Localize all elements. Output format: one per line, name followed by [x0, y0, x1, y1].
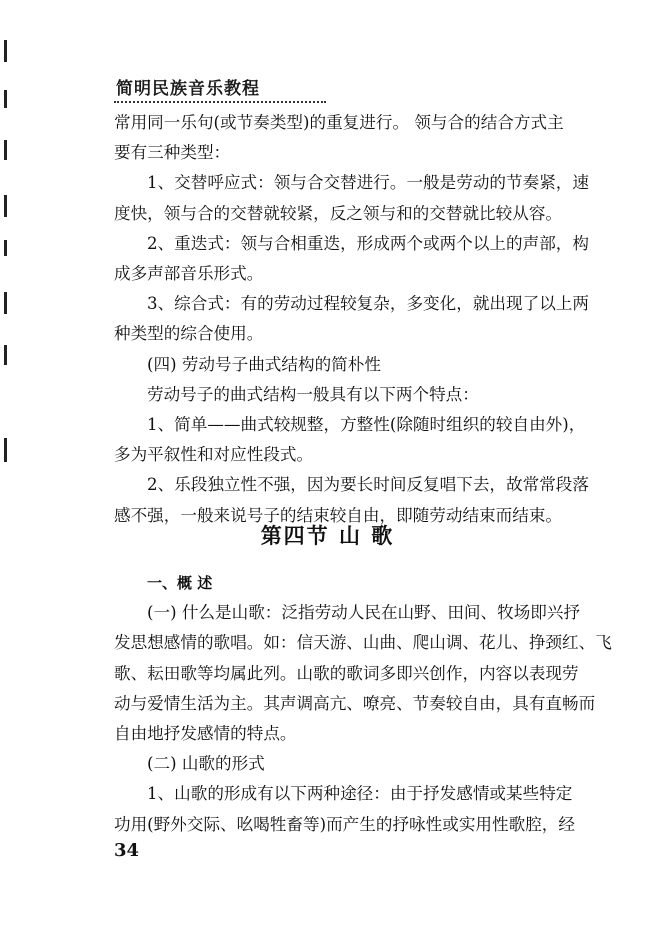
text-line: 自由地抒发感情的特点。	[114, 724, 297, 744]
text-line: 成多声部音乐形式。	[114, 264, 264, 284]
text-line: 1、简单——曲式较规整，方整性(除随时组织的较自由外)，	[147, 415, 586, 435]
text-line: 种类型的综合使用。	[114, 324, 264, 344]
running-head: 简明民族音乐教程	[116, 79, 260, 99]
body-text-bottom	[114, 568, 612, 840]
scan-margin-marks	[0, 0, 12, 928]
section-title: 第四节 山 歌	[260, 524, 395, 548]
body-text-top	[114, 108, 592, 531]
running-head-rule	[114, 101, 326, 103]
text-line: (一) 什么是山歌：泛指劳动人民在山野、田间、牧场即兴抒	[147, 603, 581, 623]
text-line: 动与爱情生活为主。其声调高亢、嘹亮、节奏较自由，具有直畅而	[114, 693, 596, 713]
text-line: 发思想感情的歌唱。如：信天游、山曲、爬山调、花儿、挣颈红、飞	[114, 633, 612, 653]
text-line: 劳动号子的曲式结构一般具有以下两个特点：	[147, 384, 479, 404]
scan-mark	[4, 240, 7, 256]
text-line: 2、乐段独立性不强，因为要长时间反复唱下去，故常常段落	[147, 475, 589, 495]
text-line: 1、交替呼应式：领与合交替进行。一般是劳动的节奏紧，速	[147, 173, 589, 193]
text-line: (二) 山歌的形式	[147, 754, 265, 774]
text-line: 要有三种类型：	[114, 143, 231, 163]
scan-mark	[4, 195, 7, 217]
text-line: 1、山歌的形成有以下两种途径：由于抒发感情或某些特定	[147, 784, 573, 804]
scan-mark	[4, 140, 7, 160]
text-line: 度快，领与合的交替就较紧，反之领与和的交替就比较从容。	[114, 203, 563, 223]
text-line: 功用(野外交际、吆喝牲畜等)而产生的抒咏性或实用性歌腔，经	[114, 814, 575, 834]
text-line: 多为平叙性和对应性段式。	[114, 445, 314, 465]
text-line: 常用同一乐句(或节奏类型)的重复进行。 领与合的结合方式主	[114, 113, 564, 132]
scan-mark	[4, 40, 7, 62]
scan-mark	[4, 90, 7, 108]
scan-mark	[4, 438, 7, 462]
page-number: 34	[114, 840, 140, 861]
text-line: (四) 劳动号子曲式结构的简朴性	[147, 354, 381, 374]
text-line: 感不强，一般来说号子的结束较自由，即随劳动结束而结束。	[114, 505, 563, 525]
scan-mark	[4, 345, 7, 365]
scan-mark	[4, 292, 7, 314]
subheading: 一、概 述	[147, 574, 213, 592]
text-line: 歌、耘田歌等均属此列。山歌的歌词多即兴创作，内容以表现劳	[114, 663, 579, 683]
text-line: 3、综合式：有的劳动过程较复杂，多变化，就出现了以上两	[147, 294, 589, 314]
text-line: 2、重迭式：领与合相重迭，形成两个或两个以上的声部，构	[147, 233, 589, 253]
